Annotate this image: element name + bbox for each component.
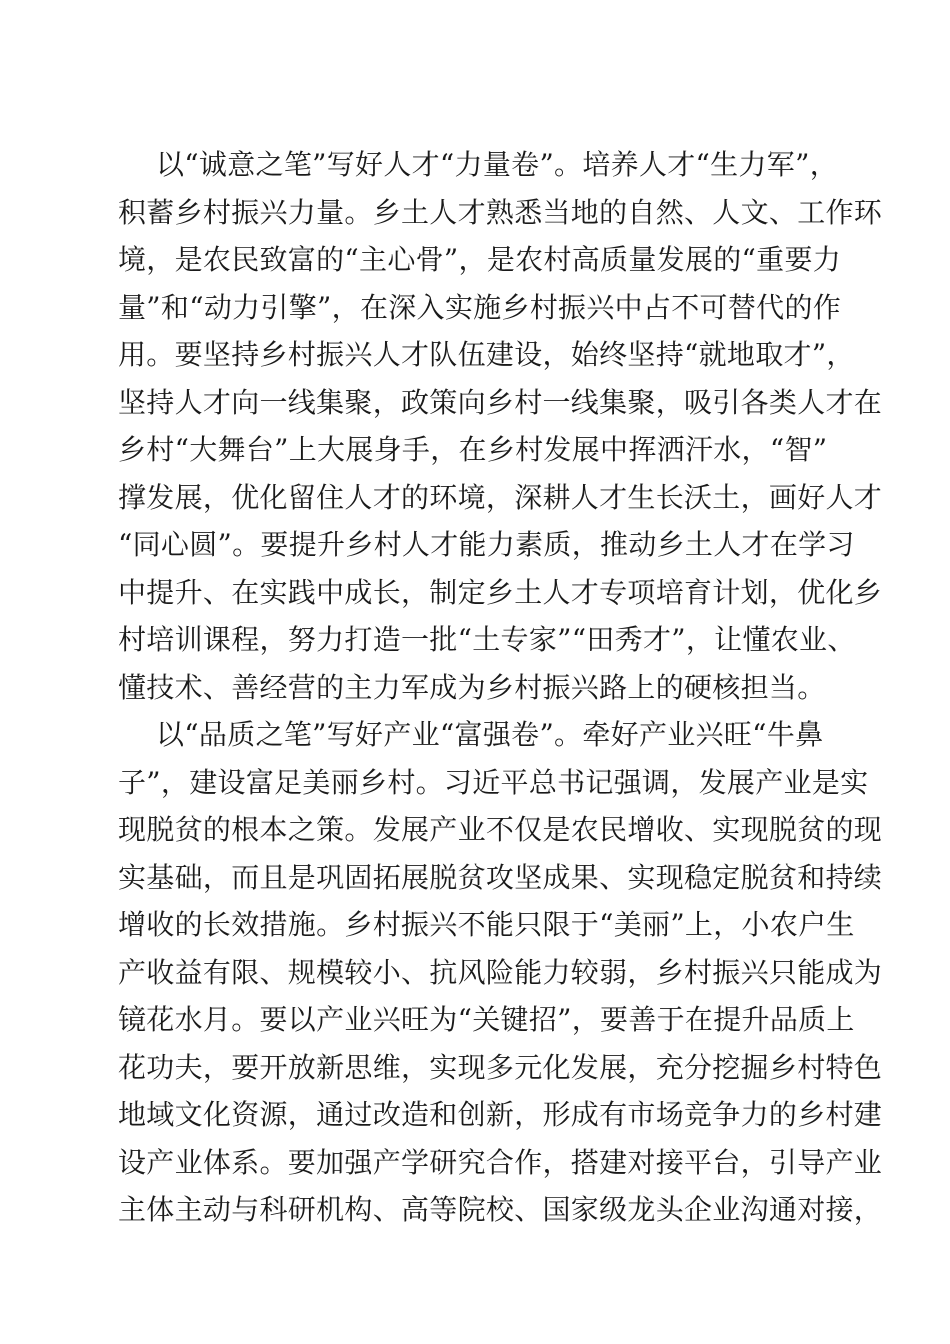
text-line: “同心圆”。要提升乡村人才能力素质，推动乡土人才在学习 [118,528,855,561]
text-line: 增收的长效措施。乡村振兴不能只限于“美丽”上，小农户生 [118,908,855,941]
paragraph-industry [118,711,883,1234]
text-line: 镜花水月。要以产业兴旺为“关键招”，要善于在提升品质上 [118,1003,855,1036]
text-line: 积蓄乡村振兴力量。乡土人才熟悉当地的自然、人文、工作环 [118,195,883,229]
text-line: 境，是农民致富的“主心骨”，是农村高质量发展的“重要力 [118,243,842,276]
text-line: 中提升、在实践中成长，制定乡土人才专项培育计划，优化乡 [118,575,883,609]
text-line: 主体主动与科研机构、高等院校、国家级龙头企业沟通对接， [118,1193,883,1226]
text-line: 懂技术、善经营的主力军成为乡村振兴路上的硬核担当。 [118,670,826,704]
text-line: 实基础，而且是巩固拓展脱贫攻坚成果、实现稳定脱贫和持续 [118,860,883,894]
text-line: 坚持人才向一线集聚，政策向乡村一线集聚，吸引各类人才在 [118,385,883,419]
text-line: 以“品质之笔”写好产业“富强卷”。牵好产业兴旺“牛鼻 [156,718,824,751]
text-line: 设产业体系。要加强产学研究合作，搭建对接平台，引导产业 [118,1145,883,1179]
text-line: 花功夫，要开放新思维，实现多元化发展，充分挖掘乡村特色 [118,1050,883,1084]
text-line: 用。要坚持乡村振兴人才队伍建设，始终坚持“就地取才”， [118,338,855,371]
text-line: 地域文化资源，通过改造和创新，形成有市场竞争力的乡村建 [118,1098,883,1131]
text-line: 现脱贫的根本之策。发展产业不仅是农民增收、实现脱贫的现 [118,813,883,846]
text-line: 量”和“动力引擎”，在深入实施乡村振兴中占不可替代的作 [118,290,842,324]
paragraph-talent [118,141,883,711]
text-line: 产收益有限、规模较小、抗风险能力较弱，乡村振兴只能成为 [118,955,883,989]
text-line: 乡村“大舞台”上大展身手，在乡村发展中挥洒汗水，“智” [118,433,828,466]
text-line: 撑发展，优化留住人才的环境，深耕人才生长沃土，画好人才 [118,480,883,514]
text-line: 村培训课程，努力打造一批“土专家”“田秀才”，让懂农业、 [118,623,856,656]
text-line: 子”，建设富足美丽乡村。习近平总书记强调，发展产业是实 [118,765,869,799]
text-line: 以“诚意之笔”写好人才“力量卷”。培养人才“生力军”， [156,148,838,181]
document-body [118,141,883,1234]
